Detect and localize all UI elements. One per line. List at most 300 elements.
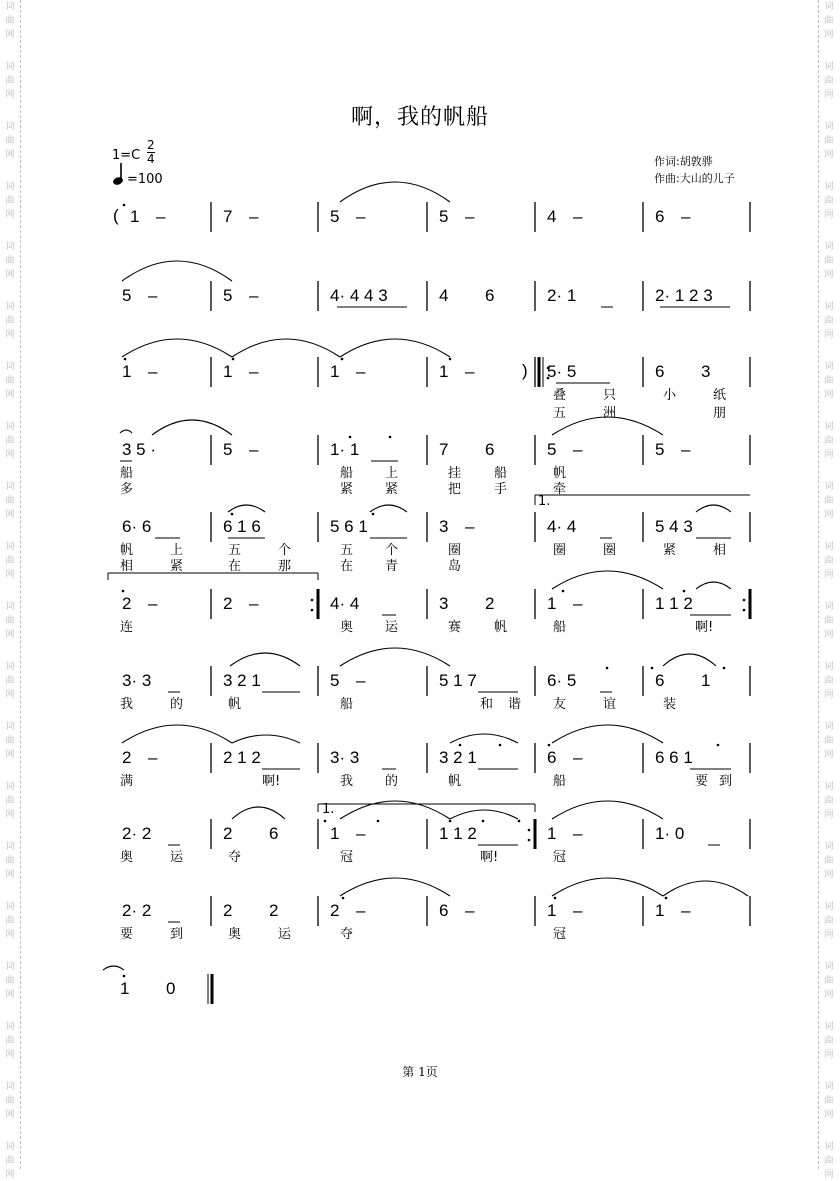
watermark-glyph: 词	[824, 602, 834, 612]
page-number: 第 1页	[402, 1065, 438, 1079]
slur	[230, 653, 300, 666]
octave-dot	[723, 667, 726, 670]
watermark-glyph: 网	[824, 930, 834, 940]
watermark-glyph: 网	[824, 270, 834, 280]
watermark-glyph: 网	[824, 30, 834, 40]
note: 5	[330, 671, 340, 690]
dash: –	[681, 207, 691, 226]
slur	[122, 261, 232, 281]
volta-label: 1.	[538, 494, 551, 509]
lyric-syllable: 船	[553, 774, 567, 789]
lyric-syllable: 冠	[340, 850, 354, 865]
note: 5	[223, 286, 233, 305]
dash: –	[573, 440, 583, 459]
note: 4· 4	[547, 517, 577, 536]
watermark-glyph: 曲	[824, 976, 834, 986]
watermark-glyph: 网	[824, 870, 834, 880]
note: 4· 4 4 3	[330, 286, 388, 305]
dash: –	[573, 901, 583, 920]
lyric-syllable: 在	[340, 559, 354, 574]
watermark-glyph: 网	[5, 390, 15, 400]
watermark-glyph: 词	[824, 1082, 834, 1092]
note: 2· 1 2 3	[655, 286, 713, 305]
slur	[552, 801, 663, 819]
octave-dot	[311, 599, 314, 602]
watermark-glyph: 网	[5, 90, 15, 100]
note: 0	[166, 979, 176, 998]
octave-dot	[124, 358, 127, 361]
lyric-syllable: 上	[385, 466, 399, 481]
note: 6· 5	[547, 671, 577, 690]
note: 6	[269, 824, 279, 843]
octave-dot	[311, 609, 314, 612]
slur	[103, 966, 124, 970]
note: 1	[439, 362, 449, 381]
watermark-glyph: 词	[5, 122, 15, 132]
slur	[122, 725, 232, 743]
octave-dot	[231, 513, 234, 516]
lyric-syllable: 赛	[448, 620, 462, 635]
note: 5 6 1	[330, 517, 368, 536]
lyric-syllable: 奥	[120, 850, 134, 865]
slur	[696, 505, 731, 512]
slur	[552, 725, 663, 743]
watermark-glyph: 网	[824, 1110, 834, 1120]
octave-dot	[499, 744, 502, 747]
octave-dot	[743, 609, 746, 612]
lyric-syllable: 冠	[553, 850, 567, 865]
note: 6	[485, 286, 495, 305]
watermark-glyph: 词	[824, 482, 834, 492]
open-paren: (	[113, 206, 119, 225]
note: 6	[547, 748, 557, 767]
note: 3	[439, 517, 449, 536]
watermark-glyph: 词	[824, 902, 834, 912]
octave-dot	[122, 590, 125, 593]
watermark-glyph: 词	[5, 242, 15, 252]
lyric-syllable: 圈	[603, 543, 617, 558]
note: 5 4 3	[655, 517, 693, 536]
lyric-syllable: 那	[278, 559, 292, 574]
watermark-glyph: 网	[824, 150, 834, 160]
watermark-glyph: 网	[5, 1050, 15, 1060]
watermark-glyph: 网	[5, 810, 15, 820]
octave-dot	[349, 436, 352, 439]
note: 6	[655, 362, 665, 381]
time-numerator: 2	[147, 138, 155, 152]
lyric-syllable: 圈	[553, 543, 567, 558]
octave-dot	[123, 975, 126, 978]
dash: –	[148, 286, 158, 305]
slur	[120, 430, 132, 433]
note: 1 1 2	[655, 594, 693, 613]
octave-dot	[743, 599, 746, 602]
watermark-glyph: 曲	[5, 1036, 15, 1046]
watermark-glyph: 曲	[824, 916, 834, 926]
note: 2	[122, 594, 132, 613]
lyric-syllable: 洲	[603, 406, 617, 421]
watermark-glyph: 曲	[5, 196, 15, 206]
lyric-syllable: 冠	[553, 927, 567, 942]
lyric-syllable: 相	[713, 543, 727, 558]
dash: –	[249, 286, 259, 305]
lyric-syllable: 奥	[228, 927, 242, 942]
watermark-glyph: 网	[824, 1170, 834, 1180]
watermark-glyph: 网	[5, 990, 15, 1000]
lyric-syllable: 夺	[340, 927, 354, 942]
note: 2	[223, 594, 233, 613]
note: 4	[439, 286, 449, 305]
lyric-syllable: 朋	[713, 406, 727, 421]
dash: –	[148, 748, 158, 767]
lyric-syllable: 船	[553, 620, 567, 635]
slur	[663, 654, 716, 666]
watermark-glyph: 词	[5, 902, 15, 912]
watermark-glyph: 曲	[824, 796, 834, 806]
lyric-syllable: 满	[120, 774, 134, 789]
dash: –	[465, 901, 475, 920]
note: 6 6 1	[655, 748, 693, 767]
watermark-glyph: 词	[5, 962, 15, 972]
octave-dot	[606, 667, 609, 670]
watermark-glyph: 曲	[824, 196, 834, 206]
watermark-glyph: 曲	[824, 1036, 834, 1046]
watermark-glyph: 网	[824, 750, 834, 760]
note: 2	[223, 901, 233, 920]
lyric-syllable: 帆	[494, 620, 508, 635]
note: 5 1 7	[439, 671, 477, 690]
watermark-glyph: 词	[824, 302, 834, 312]
lyric-syllable: 只	[603, 388, 617, 403]
lyric-syllable: 牵	[553, 482, 567, 497]
dash: –	[156, 207, 166, 226]
dash: –	[681, 440, 691, 459]
octave-dot	[528, 839, 531, 842]
tempo-mark: =100	[127, 172, 163, 187]
watermark-glyph: 曲	[5, 916, 15, 926]
lyric-syllable: 到	[719, 774, 733, 789]
watermark-glyph: 词	[5, 482, 15, 492]
lyric-syllable: 我	[120, 697, 134, 712]
note: 5	[223, 440, 233, 459]
slur	[696, 582, 731, 589]
octave-dot	[717, 744, 720, 747]
note: 5	[439, 207, 449, 226]
watermark-glyph: 词	[824, 182, 834, 192]
octave-dot	[341, 358, 344, 361]
volta-label: 1.	[322, 802, 335, 817]
watermark-glyph: 网	[824, 810, 834, 820]
watermark-glyph: 词	[5, 782, 15, 792]
note: 1	[223, 362, 233, 381]
watermark-glyph: 网	[5, 150, 15, 160]
watermark-glyph: 曲	[5, 556, 15, 566]
watermark-glyph: 网	[824, 990, 834, 1000]
note: 2	[330, 901, 340, 920]
lyric-syllable: 叠	[553, 388, 567, 403]
lyric-syllable: 把	[448, 482, 462, 497]
dash: –	[249, 362, 259, 381]
watermark-glyph: 曲	[5, 436, 15, 446]
dash: –	[356, 824, 366, 843]
note: 2	[223, 824, 233, 843]
watermark-glyph: 网	[824, 210, 834, 220]
watermark-glyph: 曲	[824, 76, 834, 86]
lyric-syllable: 纸	[713, 388, 727, 403]
octave-dot	[449, 358, 452, 361]
watermark-glyph: 网	[5, 450, 15, 460]
lyric-syllable: 船	[494, 466, 508, 481]
watermark-glyph: 网	[824, 330, 834, 340]
watermark-glyph: 网	[824, 630, 834, 640]
lyric-syllable: 夺	[228, 850, 242, 865]
watermark-glyph: 曲	[824, 1096, 834, 1106]
watermark-glyph: 词	[5, 542, 15, 552]
dash: –	[681, 901, 691, 920]
slur	[450, 734, 518, 743]
watermark-glyph: 网	[824, 1050, 834, 1060]
octave-dot	[377, 820, 380, 823]
octave-dot	[554, 897, 557, 900]
watermark-glyph: 网	[824, 570, 834, 580]
lyric-syllable: 要	[695, 774, 709, 789]
slur	[552, 878, 663, 896]
note: 3	[439, 594, 449, 613]
lyric-syllable: 五	[228, 543, 242, 558]
watermark-glyph: 网	[5, 30, 15, 40]
watermark-glyph: 网	[5, 630, 15, 640]
note: 4· 4	[330, 594, 360, 613]
watermark-glyph: 词	[5, 62, 15, 72]
watermark-glyph: 词	[5, 362, 15, 372]
note: 5	[547, 440, 557, 459]
watermark-glyph: 网	[5, 330, 15, 340]
dash: –	[573, 824, 583, 843]
note: 1	[547, 824, 557, 843]
note: 2· 2	[122, 824, 152, 843]
lyric-syllable: 青	[385, 559, 399, 574]
note: 2	[485, 594, 495, 613]
note: 1	[120, 979, 130, 998]
note: 7	[439, 440, 449, 459]
octave-dot	[389, 436, 392, 439]
watermark-glyph: 网	[5, 690, 15, 700]
lyric-syllable: 啊!	[262, 774, 281, 789]
note: 2	[269, 901, 279, 920]
watermark-glyph: 曲	[824, 616, 834, 626]
slur	[228, 505, 265, 512]
note: 6 1 6	[223, 517, 261, 536]
dash: –	[148, 362, 158, 381]
note: 7	[223, 207, 233, 226]
lyric-syllable: 紧	[385, 482, 399, 497]
lyric-syllable: 帆	[448, 774, 462, 789]
watermark-glyph: 曲	[5, 616, 15, 626]
slur	[340, 878, 450, 896]
note: 3 2 1	[439, 748, 477, 767]
note: 1 1 2	[439, 824, 477, 843]
dash: –	[249, 207, 259, 226]
watermark-glyph: 词	[5, 722, 15, 732]
watermark-glyph: 曲	[5, 1096, 15, 1106]
note: 5	[655, 440, 665, 459]
slur	[663, 881, 748, 896]
slur	[370, 505, 407, 512]
watermark-glyph: 网	[5, 750, 15, 760]
note: 1· 0	[655, 824, 685, 843]
watermark-glyph: 曲	[824, 256, 834, 266]
dash: –	[356, 901, 366, 920]
lyric-syllable: 奥	[340, 620, 354, 635]
watermark-glyph: 曲	[5, 496, 15, 506]
octave-dot	[665, 897, 668, 900]
composer-credit: 作曲:大山的儿子	[654, 172, 735, 185]
watermark-glyph: 词	[5, 182, 15, 192]
watermark-glyph: 曲	[5, 316, 15, 326]
watermark-glyph: 曲	[824, 856, 834, 866]
watermark-glyph: 词	[5, 302, 15, 312]
note: 3 2 1	[223, 671, 261, 690]
dash: –	[465, 362, 475, 381]
watermark-glyph: 曲	[824, 316, 834, 326]
watermark-glyph: 网	[5, 570, 15, 580]
watermark-glyph: 词	[824, 782, 834, 792]
watermark-glyph: 词	[824, 842, 834, 852]
dash: –	[249, 594, 259, 613]
octave-dot	[683, 590, 686, 593]
dash: –	[249, 440, 259, 459]
octave-dot	[372, 513, 375, 516]
dash: –	[573, 207, 583, 226]
note: 3 5 ·	[122, 440, 157, 459]
lyric-syllable: 船	[120, 466, 134, 481]
watermark-glyph: 曲	[824, 376, 834, 386]
watermark-glyph: 曲	[5, 796, 15, 806]
watermark-glyph: 词	[5, 422, 15, 432]
lyric-syllable: 运	[278, 927, 292, 942]
note: 1· 1	[330, 440, 360, 459]
octave-dot	[518, 820, 521, 823]
octave-dot	[459, 744, 462, 747]
watermark-glyph: 曲	[5, 1156, 15, 1166]
watermark-glyph: 网	[824, 690, 834, 700]
watermark-glyph: 网	[5, 510, 15, 520]
lyric-syllable: 装	[663, 697, 677, 712]
note: 1	[547, 594, 557, 613]
watermark-glyph: 曲	[5, 976, 15, 986]
lyric-syllable: 的	[170, 697, 184, 712]
watermark-glyph: 曲	[824, 736, 834, 746]
watermark-glyph: 曲	[5, 16, 15, 26]
watermark-glyph: 曲	[5, 256, 15, 266]
dash: –	[356, 362, 366, 381]
watermark-glyph: 曲	[5, 676, 15, 686]
note: 1	[330, 362, 340, 381]
dash: –	[465, 207, 475, 226]
watermark-glyph: 词	[5, 2, 15, 12]
watermark-glyph: 词	[5, 842, 15, 852]
watermark-glyph: 词	[824, 2, 834, 12]
watermark-glyph: 词	[824, 662, 834, 672]
slur	[340, 182, 450, 202]
octave-dot	[123, 204, 126, 207]
note: 1	[122, 362, 132, 381]
watermark-glyph: 词	[824, 962, 834, 972]
octave-dot	[232, 358, 235, 361]
note: 3· 3	[330, 748, 360, 767]
note: 2· 2	[122, 901, 152, 920]
lyric-syllable: 手	[494, 482, 508, 497]
slur	[552, 571, 663, 589]
watermark-glyph: 网	[5, 270, 15, 280]
dash: –	[356, 671, 366, 690]
note: 6	[655, 671, 665, 690]
lyric-syllable: 到	[170, 927, 184, 942]
dash: –	[356, 207, 366, 226]
note: 6	[439, 901, 449, 920]
watermark-glyph: 词	[824, 242, 834, 252]
octave-dot	[562, 590, 565, 593]
watermark-glyph: 网	[824, 510, 834, 520]
song-title: 啊，我的帆船	[350, 105, 489, 130]
lyric-syllable: 我	[340, 774, 354, 789]
watermark-glyph: 曲	[824, 16, 834, 26]
lyric-syllable: 船	[340, 466, 354, 481]
lyric-syllable: 啊!	[480, 850, 499, 865]
note: 4	[547, 207, 557, 226]
slur	[450, 810, 518, 819]
watermark-glyph: 网	[5, 930, 15, 940]
lyric-syllable: 连	[120, 620, 134, 635]
watermark-glyph: 词	[824, 542, 834, 552]
note: 1	[130, 207, 140, 226]
dash: –	[573, 594, 583, 613]
watermark-glyph: 词	[5, 602, 15, 612]
watermark-glyph: 曲	[5, 376, 15, 386]
lyric-syllable: 啊!	[695, 620, 714, 635]
lyric-syllable: 圈	[448, 543, 462, 558]
time-denominator: 4	[147, 152, 155, 166]
lyric-syllable: 个	[385, 543, 399, 558]
lyric-syllable: 谐	[508, 697, 522, 712]
octave-dot	[651, 667, 654, 670]
watermark-glyph: 曲	[5, 736, 15, 746]
watermark-glyph: 曲	[824, 496, 834, 506]
note: 6	[655, 207, 665, 226]
octave-dot	[324, 820, 327, 823]
watermark-glyph: 网	[824, 450, 834, 460]
watermark-glyph: 词	[824, 1022, 834, 1032]
note: 3· 3	[122, 671, 152, 690]
watermark-glyph: 曲	[824, 556, 834, 566]
note: 1	[701, 671, 711, 690]
watermark-glyph: 网	[5, 210, 15, 220]
close-paren: )	[522, 361, 528, 380]
lyric-syllable: 多	[120, 482, 134, 497]
dash: –	[465, 517, 475, 536]
watermark-glyph: 曲	[5, 856, 15, 866]
lyric-syllable: 的	[385, 774, 399, 789]
watermark-glyph: 曲	[5, 76, 15, 86]
lyric-syllable: 帆	[553, 466, 567, 481]
lyric-syllable: 五	[553, 406, 567, 421]
note: 5	[330, 207, 340, 226]
watermark-glyph: 网	[824, 390, 834, 400]
lyricist-credit: 作词:胡敦骅	[654, 155, 713, 168]
note: 5· 5	[547, 362, 577, 381]
watermark-glyph: 曲	[824, 676, 834, 686]
watermark-glyph: 词	[824, 1142, 834, 1152]
